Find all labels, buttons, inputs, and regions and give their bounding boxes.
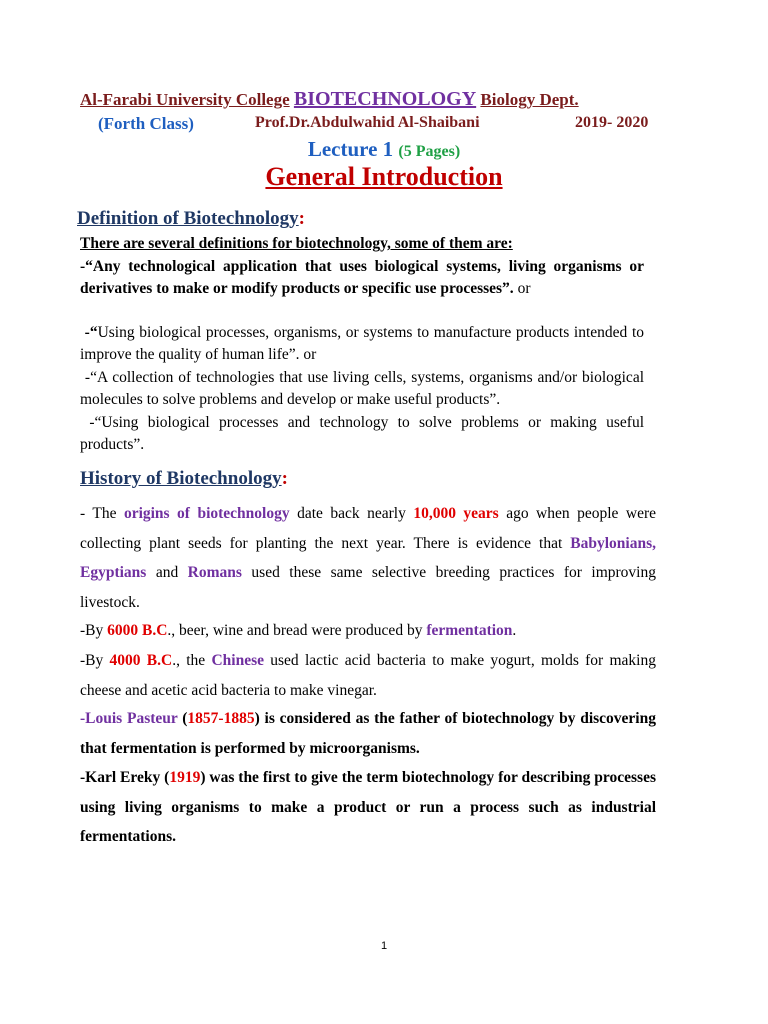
history-p2-fermentation: fermentation (426, 622, 513, 639)
history-p3-a: -By (80, 652, 110, 669)
professor-name: Prof.Dr.Abdulwahid Al-Shaibani (255, 114, 480, 131)
history-p3-c: used lactic acid bacteria to make yogurt, molds for making cheese and acetic acid bacteria to make vinegar. (80, 652, 656, 699)
definition-4-text: -“Using biological processes and technology to solve problems or making useful products”. (80, 414, 645, 453)
history-p5-b: ) was the first to give the term biotechnology for describing processes using living organisms to make a product or run a process such as industrial fermentations. (80, 769, 656, 845)
history-p1-e: used these same selective breeding practices for improving livestock. (80, 564, 656, 611)
definition-heading (77, 208, 305, 230)
history-paragraph-5 (80, 763, 656, 852)
definition-2 (80, 322, 644, 366)
history-heading-text: History of Biotechnology (80, 468, 282, 489)
header-line (80, 88, 690, 111)
history-p4-rest: ) is considered as the father of biotechnology by discovering that fermentation is performed by microorganisms. (80, 710, 656, 757)
definition-heading-colon: : (298, 208, 305, 229)
history-heading-colon: : (281, 468, 288, 489)
history-p2-a: -By (80, 622, 108, 639)
history-p1-c: ago when people were collecting plant seeds for planting the next year. There is evidence that (80, 505, 657, 552)
definition-2-text: Using biological processes, organisms, or systems to manufacture products intended to improve the quality of human life”. or (80, 324, 645, 363)
history-p3-chinese: Chinese (211, 652, 264, 669)
definition-4 (80, 412, 644, 456)
lecture-pages: (5 Pages) (398, 143, 461, 160)
department-big: BIOTECHNOLOGY (293, 88, 477, 110)
history-heading (80, 468, 288, 490)
history-p4-open: ( (177, 710, 188, 727)
page-title: General Introduction (265, 162, 503, 191)
definition-1-tail: or (513, 280, 531, 297)
history-p4-name: -Louis Pasteur (80, 710, 178, 727)
history-p1-babylonians: Babylonians, Egyptians (80, 534, 656, 581)
history-p2-b: ., beer, wine and bread were produced by (167, 622, 427, 639)
history-p1-romans: Romans (187, 564, 242, 581)
department-name: Biology Dept. (480, 90, 579, 109)
history-paragraph-4 (80, 704, 656, 763)
history-p5-year: 1919 (169, 769, 201, 786)
history-p1-origins: origins of biotechnology (123, 505, 290, 522)
history-p1-b: date back nearly (289, 505, 414, 522)
definition-1 (80, 256, 644, 300)
definition-2-dash: -“ (84, 324, 98, 341)
history-p1-years: 10,000 years (413, 505, 499, 522)
definition-3-text: -“A collection of technologies that use living cells, systems, organisms and/or biological molecules to solve problems and develop or make useful products”. (80, 369, 645, 408)
history-p5-a: -Karl Ereky ( (80, 769, 170, 786)
college-name: Al-Farabi University College (80, 90, 290, 109)
lecture-number: Lecture 1 (307, 137, 394, 161)
academic-year: 2019- 2020 (575, 114, 649, 131)
history-p2-c: . (512, 622, 517, 639)
history-paragraph-3 (80, 646, 656, 705)
page-number: 1 (380, 940, 388, 952)
definition-lead: There are several definitions for biotechnology, some of them are: (80, 235, 513, 252)
history-p1-d: and (146, 564, 188, 581)
definition-heading-text: Definition of Biotechnology (77, 208, 299, 229)
history-p2-date: 6000 B.C (107, 622, 168, 639)
definition-3 (80, 367, 644, 411)
lecture-title (0, 137, 768, 162)
history-p3-date: 4000 B.C (109, 652, 173, 669)
history-p1-a: - The (80, 505, 124, 522)
definition-1-text: -“Any technological application that uses biological systems, living organisms or derivatives to make or modify products or specific use processes”. (80, 258, 644, 297)
history-paragraph-1 (80, 499, 656, 617)
history-p4-years: 1857-1885 (187, 710, 255, 727)
class-label: (Forth Class) (98, 114, 194, 133)
history-paragraph-2 (80, 616, 656, 646)
history-p3-b: ., the (172, 652, 212, 669)
